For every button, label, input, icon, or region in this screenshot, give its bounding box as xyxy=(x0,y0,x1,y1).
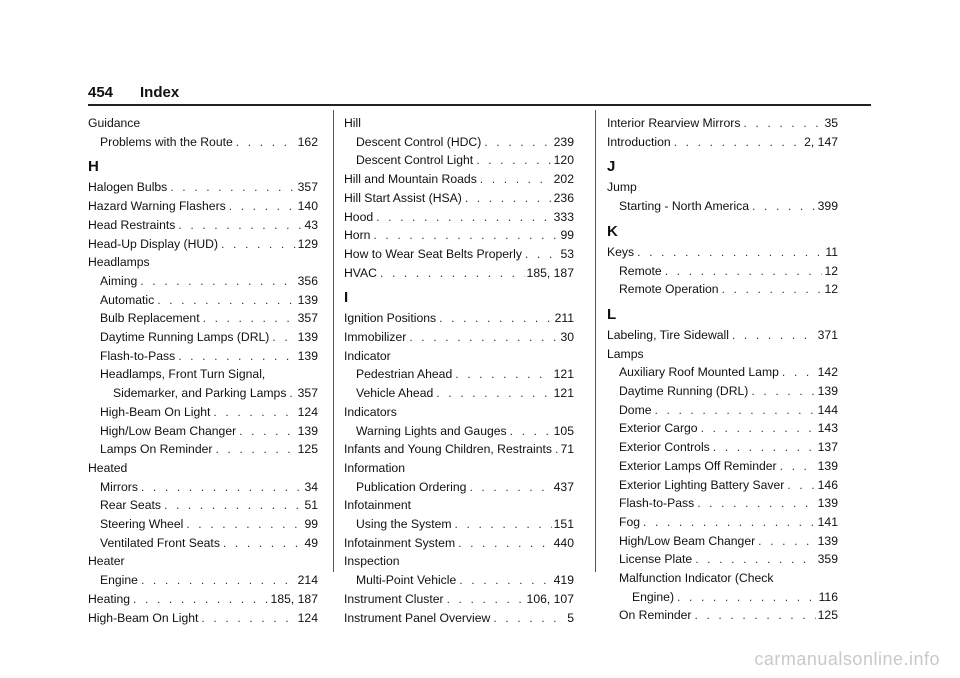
dot-leader xyxy=(662,262,823,281)
index-heading: Infotainment xyxy=(344,498,412,513)
entry-term: High-Beam On Light xyxy=(88,610,199,625)
entry-page-number: 440 xyxy=(553,535,574,550)
entry-page-number: 141 xyxy=(817,514,838,529)
entry-term: Engine xyxy=(100,573,138,588)
index-entry xyxy=(344,245,574,264)
index-entry xyxy=(607,494,838,513)
dot-leader xyxy=(444,590,525,609)
entry-term: Bulb Replacement xyxy=(100,311,200,326)
entry-term: Descent Control Light xyxy=(356,153,474,168)
entry-term: Flash-to-Pass xyxy=(619,496,695,511)
index-entry xyxy=(88,478,318,497)
entry-term: Sidemarker, and Parking Lamps xyxy=(113,386,287,401)
dot-leader xyxy=(710,438,816,457)
section-letter: L xyxy=(607,305,617,323)
index-entry xyxy=(607,280,838,299)
entry-page-number: 357 xyxy=(297,386,318,401)
section-letter: J xyxy=(607,158,616,176)
entry-term: HVAC xyxy=(344,265,377,280)
entry-term: Immobilizer xyxy=(344,330,407,345)
entry-page-number: 162 xyxy=(297,134,318,149)
dot-leader xyxy=(477,170,552,189)
entry-page-number: 139 xyxy=(817,533,838,548)
index-entry xyxy=(344,571,574,590)
entry-page-number: 359 xyxy=(817,552,838,567)
entry-term: Exterior Cargo xyxy=(619,421,698,436)
dot-leader xyxy=(198,609,295,628)
dot-leader xyxy=(130,590,269,609)
index-entry xyxy=(344,534,574,553)
index-entry xyxy=(88,272,318,291)
entry-page-number: 185, 187 xyxy=(270,591,318,606)
index-heading: Heater xyxy=(88,554,125,569)
entry-term: Dome xyxy=(619,402,652,417)
dot-leader xyxy=(286,384,295,403)
entry-page-number: 437 xyxy=(553,479,574,494)
index-entry xyxy=(344,328,574,347)
column-divider xyxy=(333,110,334,572)
entry-term: Interior Rearview Mirrors xyxy=(607,116,741,130)
index-entry xyxy=(607,401,838,420)
watermark: carmanualsonline.info xyxy=(754,649,940,669)
dot-leader xyxy=(436,309,552,328)
entry-term: Using the System xyxy=(356,517,452,532)
entry-term: Aiming xyxy=(100,273,138,288)
dot-leader xyxy=(777,457,816,476)
dot-leader xyxy=(167,178,295,197)
entry-page-number: 5 xyxy=(567,610,574,625)
entry-page-number: 371 xyxy=(817,327,838,342)
dot-leader xyxy=(175,216,302,235)
dot-leader xyxy=(377,264,525,283)
dot-leader xyxy=(692,550,815,569)
entry-term: Hill and Mountain Roads xyxy=(344,172,477,187)
entry-term: Multi-Point Vehicle xyxy=(356,573,457,588)
index-entry xyxy=(88,235,318,254)
index-entry xyxy=(344,590,574,609)
entry-page-number: 333 xyxy=(553,209,574,224)
entry-term: Halogen Bulbs xyxy=(88,180,168,195)
dot-leader xyxy=(175,347,295,366)
dot-leader xyxy=(154,291,295,310)
index-entry xyxy=(607,133,838,152)
dot-leader xyxy=(452,515,552,534)
index-entry xyxy=(607,588,838,607)
index-entry xyxy=(607,438,838,457)
dot-leader xyxy=(200,309,296,328)
entry-term: Engine) xyxy=(632,589,675,604)
dot-leader xyxy=(779,363,816,382)
entry-page-number: 139 xyxy=(817,384,838,399)
entry-page-number: 236 xyxy=(553,190,574,205)
page-number: 454 xyxy=(88,84,114,101)
entry-term: High-Beam On Light xyxy=(100,404,211,419)
entry-page-number: 144 xyxy=(817,402,838,417)
entry-page-number: 49 xyxy=(304,535,318,550)
index-entry xyxy=(607,262,838,281)
entry-term: Steering Wheel xyxy=(100,517,184,532)
dot-leader xyxy=(137,272,295,291)
entry-page-number: 2, 147 xyxy=(804,134,838,149)
entry-page-number: 129 xyxy=(297,236,318,251)
dot-leader xyxy=(634,243,823,262)
index-column-1 xyxy=(88,114,318,627)
entry-term: High/Low Beam Changer xyxy=(100,423,237,438)
index-heading: Information xyxy=(344,460,405,475)
entry-page-number: 139 xyxy=(297,330,318,345)
dot-leader xyxy=(455,534,552,553)
entry-term: Exterior Lighting Battery Saver xyxy=(619,477,785,492)
index-entry xyxy=(88,571,318,590)
entry-page-number: 12 xyxy=(824,282,838,297)
entry-page-number: 11 xyxy=(825,244,838,259)
entry-term: Flash-to-Pass xyxy=(100,348,176,363)
dot-leader xyxy=(748,382,815,401)
section-letter: H xyxy=(88,158,99,176)
dot-leader xyxy=(729,326,816,345)
index-entry xyxy=(607,513,838,532)
dot-leader xyxy=(220,534,303,553)
entry-page-number: 121 xyxy=(553,367,574,382)
entry-page-number: 125 xyxy=(297,442,318,457)
page-title: Index xyxy=(140,84,180,101)
dot-leader xyxy=(462,189,552,208)
index-entry xyxy=(607,476,838,495)
index-entry xyxy=(607,197,838,216)
dot-leader xyxy=(373,208,552,227)
entry-term: Remote xyxy=(619,263,662,278)
entry-page-number: 35 xyxy=(824,116,838,130)
dot-leader xyxy=(507,422,552,441)
entry-term: Hood xyxy=(344,209,374,224)
dot-leader xyxy=(456,571,551,590)
entry-term: Daytime Running (DRL) xyxy=(619,384,749,399)
dot-leader xyxy=(473,151,551,170)
index-heading: Hill xyxy=(344,116,361,130)
entry-page-number: 121 xyxy=(553,386,574,401)
index-entry xyxy=(344,478,574,497)
dot-leader xyxy=(452,365,551,384)
dot-leader xyxy=(652,401,816,420)
index-heading: Guidance xyxy=(88,116,141,130)
dot-leader xyxy=(226,197,296,216)
index-column-2 xyxy=(344,114,574,627)
index-heading: Indicator xyxy=(344,348,391,363)
entry-term: Exterior Lamps Off Reminder xyxy=(619,458,777,473)
entry-term: Heating xyxy=(88,591,131,606)
entry-page-number: 124 xyxy=(297,404,318,419)
index-entry xyxy=(344,609,574,628)
index-heading: Indicators xyxy=(344,404,397,419)
column-divider xyxy=(595,110,596,572)
dot-leader xyxy=(236,422,295,441)
dot-leader xyxy=(466,478,551,497)
entry-page-number: 124 xyxy=(297,610,318,625)
entry-page-number: 125 xyxy=(817,608,838,623)
index-entry xyxy=(344,189,574,208)
index-entry xyxy=(88,440,318,459)
entry-page-number: 357 xyxy=(297,311,318,326)
index-entry xyxy=(88,178,318,197)
entry-term: License Plate xyxy=(619,552,693,567)
dot-leader xyxy=(674,588,817,607)
index-entry xyxy=(88,197,318,216)
entry-term: Fog xyxy=(619,514,641,529)
dot-leader xyxy=(161,496,302,515)
entry-term: Horn xyxy=(344,228,371,243)
entry-page-number: 139 xyxy=(297,348,318,363)
index-entry xyxy=(88,515,318,534)
dot-leader xyxy=(406,328,558,347)
dot-leader xyxy=(269,328,295,347)
index-entry xyxy=(88,347,318,366)
dot-leader xyxy=(749,197,816,216)
entry-term: Infotainment System xyxy=(344,535,456,550)
entry-page-number: 399 xyxy=(817,199,838,214)
entry-term: Hill Start Assist (HSA) xyxy=(344,190,462,205)
entry-term: Rear Seats xyxy=(100,498,161,513)
index-entry xyxy=(607,419,838,438)
entry-term: Keys xyxy=(607,244,635,259)
dot-leader xyxy=(490,609,565,628)
entry-term: Infants and Young Children, Restraints xyxy=(344,442,553,457)
entry-term: Instrument Panel Overview xyxy=(344,610,491,625)
index-entry xyxy=(88,403,318,422)
entry-term: Labeling, Tire Sidewall xyxy=(607,327,729,342)
index-entry xyxy=(88,534,318,553)
entry-term: Exterior Controls xyxy=(619,440,710,455)
entry-page-number: 71 xyxy=(560,442,574,457)
entry-term: Hazard Warning Flashers xyxy=(88,199,226,214)
index-entry xyxy=(607,326,838,345)
index-heading: Lamps xyxy=(607,346,644,361)
index-entry xyxy=(607,382,838,401)
entry-page-number: 356 xyxy=(297,273,318,288)
index-entry xyxy=(344,133,574,152)
dot-leader xyxy=(138,571,296,590)
index-entry xyxy=(607,457,838,476)
index-entry xyxy=(344,151,574,170)
entry-page-number: 357 xyxy=(297,180,318,195)
entry-page-number: 185, 187 xyxy=(526,265,574,280)
index-entry xyxy=(607,550,838,569)
entry-page-number: 143 xyxy=(817,421,838,436)
dot-leader xyxy=(210,403,295,422)
entry-term: Vehicle Ahead xyxy=(356,386,434,401)
entry-page-number: 139 xyxy=(297,292,318,307)
index-entry xyxy=(607,606,838,625)
dot-leader xyxy=(183,515,302,534)
index-entry xyxy=(607,363,838,382)
dot-leader xyxy=(212,440,295,459)
entry-page-number: 146 xyxy=(817,477,838,492)
entry-term: High/Low Beam Changer xyxy=(619,533,756,548)
entry-term: Warning Lights and Gauges xyxy=(356,423,507,438)
entry-term: Auxiliary Roof Mounted Lamp xyxy=(619,365,779,380)
entry-page-number: 137 xyxy=(817,440,838,455)
dot-leader xyxy=(784,476,815,495)
entry-page-number: 202 xyxy=(553,172,574,187)
entry-page-number: 51 xyxy=(304,498,318,513)
dot-leader xyxy=(691,606,815,625)
entry-page-number: 139 xyxy=(817,458,838,473)
index-entry xyxy=(88,609,318,628)
index-entry xyxy=(344,365,574,384)
index-entry xyxy=(344,422,574,441)
index-column-3 xyxy=(607,114,838,625)
entry-page-number: 419 xyxy=(553,573,574,588)
index-entry xyxy=(344,208,574,227)
entry-term: Head Restraints xyxy=(88,217,176,232)
entry-term: Instrument Cluster xyxy=(344,591,444,606)
entry-page-number: 239 xyxy=(553,134,574,149)
index-entry xyxy=(344,515,574,534)
dot-leader xyxy=(640,513,816,532)
section-letter: K xyxy=(607,222,618,240)
entry-page-number: 99 xyxy=(560,228,574,243)
dot-leader xyxy=(719,280,823,299)
index-entry xyxy=(88,309,318,328)
entry-term: Automatic xyxy=(100,292,155,307)
index-entry xyxy=(88,496,318,515)
header-rule xyxy=(88,104,871,106)
dot-leader xyxy=(740,114,822,133)
entry-term: Pedestrian Ahead xyxy=(356,367,453,382)
index-entry xyxy=(344,226,574,245)
index-entry xyxy=(344,309,574,328)
page-header xyxy=(88,84,179,101)
entry-term: On Reminder xyxy=(619,608,692,623)
dot-leader xyxy=(694,494,815,513)
entry-page-number: 140 xyxy=(297,199,318,214)
dot-leader xyxy=(698,419,816,438)
entry-term: Daytime Running Lamps (DRL) xyxy=(100,330,270,345)
index-entry xyxy=(88,384,318,403)
entry-page-number: 99 xyxy=(304,517,318,532)
index-entry xyxy=(344,264,574,283)
entry-page-number: 105 xyxy=(553,423,574,438)
dot-leader xyxy=(522,245,559,264)
entry-term: Ignition Positions xyxy=(344,311,437,326)
entry-term: Lamps On Reminder xyxy=(100,442,213,457)
index-heading: Jump xyxy=(607,180,637,195)
entry-page-number: 214 xyxy=(297,573,318,588)
entry-term: Ventilated Front Seats xyxy=(100,535,220,550)
index-entry xyxy=(88,216,318,235)
entry-term: Problems with the Route xyxy=(100,134,233,149)
entry-term: Head-Up Display (HUD) xyxy=(88,236,219,251)
entry-term: Starting - North America xyxy=(619,199,750,214)
entry-page-number: 139 xyxy=(817,496,838,511)
index-entry xyxy=(344,384,574,403)
entry-page-number: 116 xyxy=(818,589,838,604)
entry-page-number: 34 xyxy=(304,479,318,494)
entry-term: Publication Ordering xyxy=(356,479,467,494)
index-entry xyxy=(88,590,318,609)
dot-leader xyxy=(218,235,296,254)
index-entry xyxy=(88,422,318,441)
index-entry xyxy=(607,243,838,262)
dot-leader xyxy=(233,133,296,152)
dot-leader xyxy=(433,384,551,403)
entry-term: Mirrors xyxy=(100,479,138,494)
entry-page-number: 142 xyxy=(817,365,838,380)
entry-term: Descent Control (HDC) xyxy=(356,134,482,149)
dot-leader xyxy=(671,133,802,152)
entry-page-number: 12 xyxy=(824,263,838,278)
entry-page-number: 106, 107 xyxy=(526,591,574,606)
dot-leader xyxy=(370,226,558,245)
entry-term: Introduction xyxy=(607,134,671,149)
index-heading: Inspection xyxy=(344,554,400,569)
entry-term: How to Wear Seat Belts Properly xyxy=(344,246,522,261)
index-heading: Headlamps, Front Turn Signal, xyxy=(100,367,266,382)
entry-page-number: 43 xyxy=(304,217,318,232)
entry-page-number: 30 xyxy=(560,330,574,345)
index-entry xyxy=(88,133,318,152)
index-entry xyxy=(88,291,318,310)
dot-leader xyxy=(755,532,815,551)
entry-page-number: 120 xyxy=(553,153,574,168)
section-letter: I xyxy=(344,289,349,307)
dot-leader xyxy=(138,478,303,497)
index-heading: Malfunction Indicator (Check xyxy=(619,571,774,586)
index-entry xyxy=(607,114,838,133)
index-entry xyxy=(607,532,838,551)
entry-page-number: 53 xyxy=(560,246,574,261)
entry-page-number: 139 xyxy=(297,423,318,438)
index-entry xyxy=(88,328,318,347)
entry-page-number: 211 xyxy=(554,311,574,326)
index-heading: Headlamps xyxy=(88,255,150,270)
index-heading: Heated xyxy=(88,460,128,475)
entry-page-number: 151 xyxy=(553,517,574,532)
entry-term: Remote Operation xyxy=(619,282,719,297)
index-entry xyxy=(344,170,574,189)
index-entry xyxy=(344,440,574,459)
dot-leader xyxy=(481,133,551,152)
